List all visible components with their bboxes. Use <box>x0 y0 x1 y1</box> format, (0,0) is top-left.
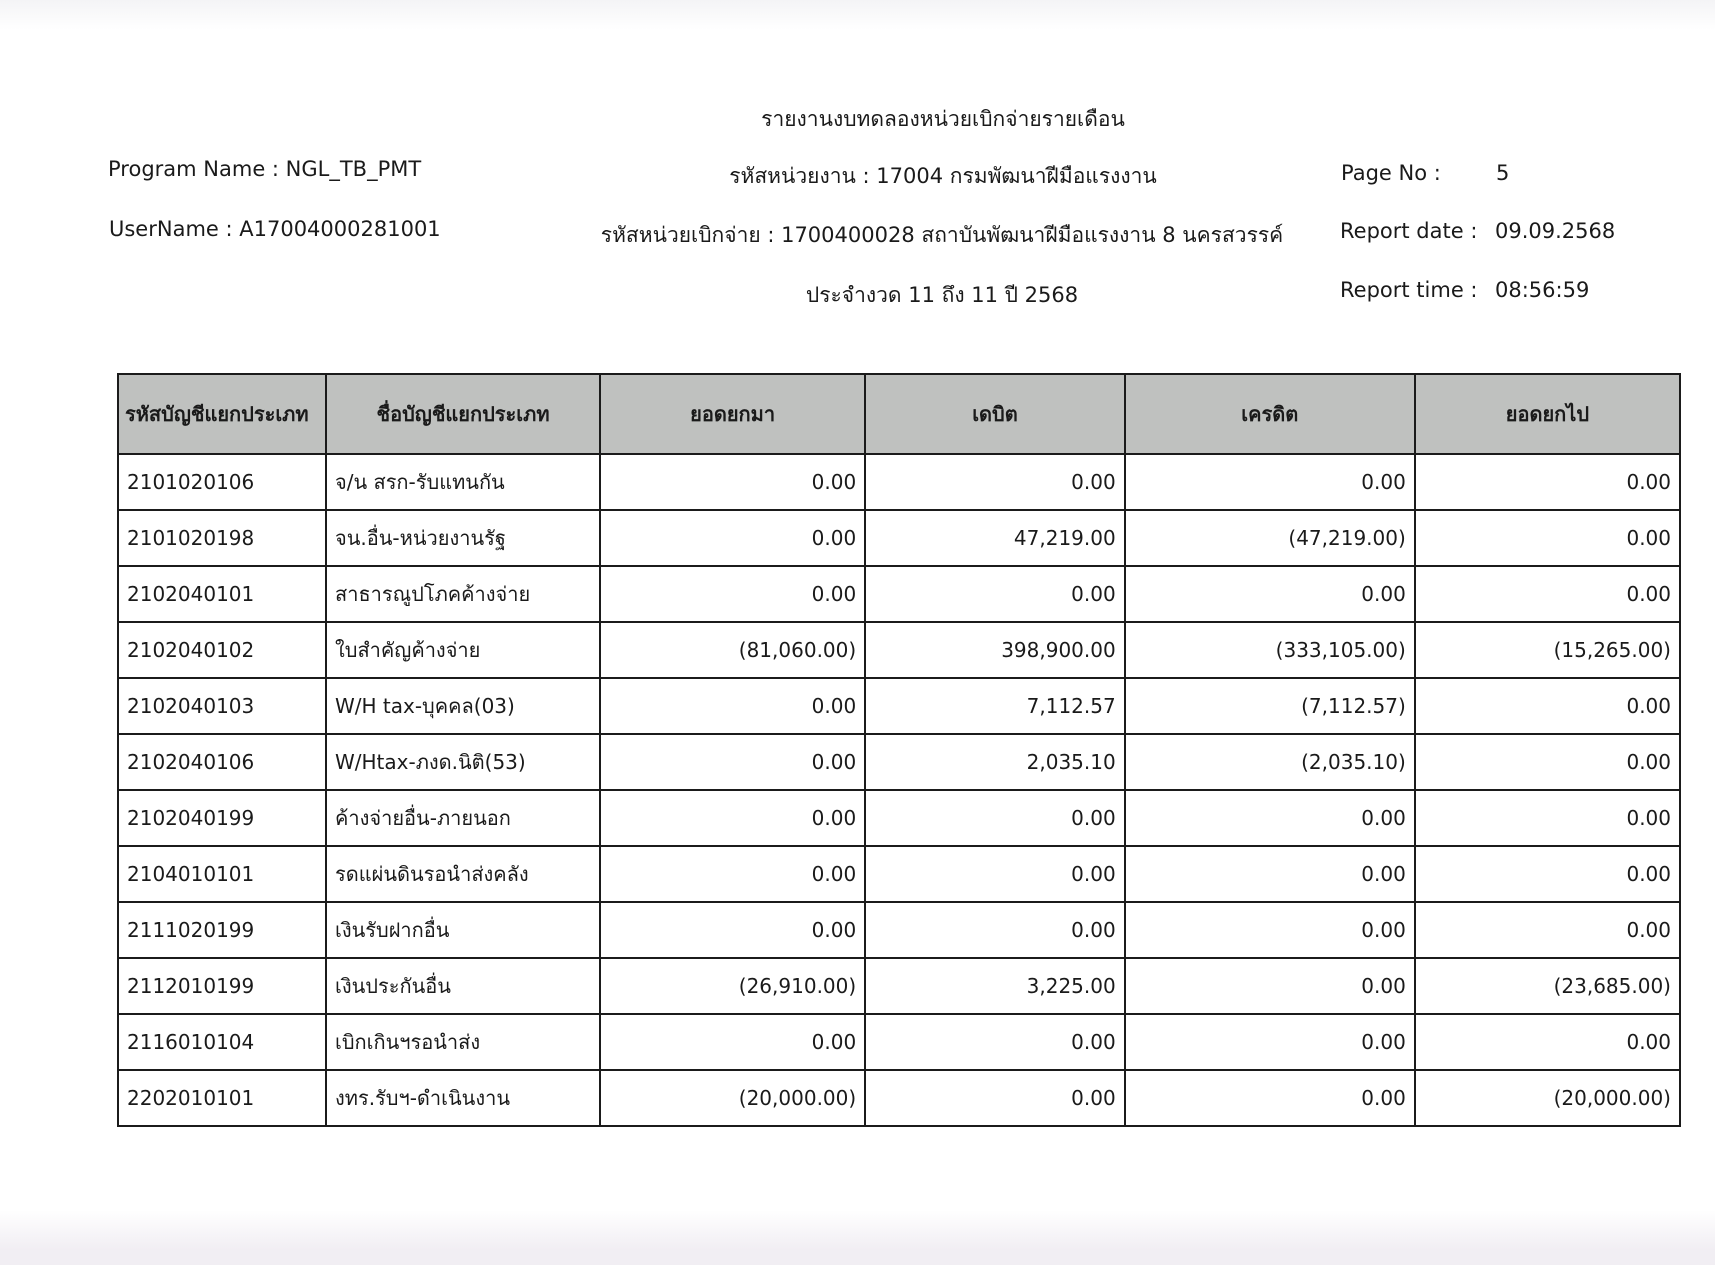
credit: 0.00 <box>1125 958 1415 1014</box>
account-code: 2102040103 <box>118 678 326 734</box>
opening-balance: 0.00 <box>600 566 865 622</box>
closing-balance: 0.00 <box>1415 1014 1680 1070</box>
col-header-debit: เดบิต <box>865 374 1125 454</box>
account-code: 2102040106 <box>118 734 326 790</box>
debit: 47,219.00 <box>865 510 1125 566</box>
debit: 0.00 <box>865 1070 1125 1126</box>
account-code: 2102040199 <box>118 790 326 846</box>
table-row <box>118 622 1680 678</box>
closing-balance: (20,000.00) <box>1415 1070 1680 1126</box>
account-code: 2104010101 <box>118 846 326 902</box>
opening-balance: 0.00 <box>600 510 865 566</box>
closing-balance: 0.00 <box>1415 846 1680 902</box>
report-title: รายงานงบทดลองหน่วยเบิกจ่ายรายเดือน <box>761 107 1125 131</box>
opening-balance: 0.00 <box>600 454 865 510</box>
credit: 0.00 <box>1125 790 1415 846</box>
closing-balance: 0.00 <box>1415 510 1680 566</box>
account-name: สาธารณูปโภคค้างจ่าย <box>326 566 600 622</box>
account-code: 2101020198 <box>118 510 326 566</box>
opening-balance: 0.00 <box>600 734 865 790</box>
account-name: เงินประกันอื่น <box>326 958 600 1014</box>
program-name: Program Name : NGL_TB_PMT <box>108 157 422 181</box>
table-row <box>118 790 1680 846</box>
opening-balance: 0.00 <box>600 790 865 846</box>
credit: (47,219.00) <box>1125 510 1415 566</box>
debit: 2,035.10 <box>865 734 1125 790</box>
col-header-credit: เครดิต <box>1125 374 1415 454</box>
col-header-account-name: ชื่อบัญชีแยกประเภท <box>326 374 600 454</box>
opening-balance: (26,910.00) <box>600 958 865 1014</box>
credit: (2,035.10) <box>1125 734 1415 790</box>
period-line: ประจำงวด 11 ถึง 11 ปี 2568 <box>805 283 1079 307</box>
table-row <box>118 566 1680 622</box>
opening-balance: (20,000.00) <box>600 1070 865 1126</box>
closing-balance: 0.00 <box>1415 902 1680 958</box>
table-row <box>118 1070 1680 1126</box>
credit: 0.00 <box>1125 846 1415 902</box>
table-row <box>118 678 1680 734</box>
closing-balance: (23,685.00) <box>1415 958 1680 1014</box>
opening-balance: 0.00 <box>600 902 865 958</box>
account-name: รดแผ่นดินรอนำส่งคลัง <box>326 846 600 902</box>
opening-balance: (81,060.00) <box>600 622 865 678</box>
account-code: 2101020106 <box>118 454 326 510</box>
page-no-value: 5 <box>1496 161 1510 185</box>
table-row <box>118 1014 1680 1070</box>
closing-balance: 0.00 <box>1415 790 1680 846</box>
debit: 0.00 <box>865 846 1125 902</box>
debit: 0.00 <box>865 902 1125 958</box>
account-name: จน.อื่น-หน่วยงานรัฐ <box>326 510 600 566</box>
account-name: เบิกเกินฯรอนำส่ง <box>326 1014 600 1070</box>
table-row <box>118 958 1680 1014</box>
debit: 0.00 <box>865 790 1125 846</box>
account-name: จ/น สรก-รับแทนกัน <box>326 454 600 510</box>
account-name: W/H tax-บุคคล(03) <box>326 678 600 734</box>
debit: 398,900.00 <box>865 622 1125 678</box>
credit: 0.00 <box>1125 902 1415 958</box>
table-row <box>118 902 1680 958</box>
account-name: งทร.รับฯ-ดำเนินงาน <box>326 1070 600 1126</box>
closing-balance: 0.00 <box>1415 566 1680 622</box>
credit: 0.00 <box>1125 1070 1415 1126</box>
report-time-label: Report time : <box>1340 278 1478 302</box>
credit: 0.00 <box>1125 454 1415 510</box>
account-name: W/Htax-ภงด.นิติ(53) <box>326 734 600 790</box>
debit: 7,112.57 <box>865 678 1125 734</box>
disbursing-unit-line: รหัสหน่วยเบิกจ่าย : 1700400028 สถาบันพัฒนาฝีมือแรงงาน 8 นครสวรรค์ <box>600 223 1284 247</box>
closing-balance: 0.00 <box>1415 734 1680 790</box>
table-row <box>118 734 1680 790</box>
account-name: ค้างจ่ายอื่น-ภายนอก <box>326 790 600 846</box>
table-row <box>118 510 1680 566</box>
closing-balance: 0.00 <box>1415 678 1680 734</box>
col-header-account-code: รหัสบัญชีแยกประเภท <box>118 374 326 454</box>
account-code: 2111020199 <box>118 902 326 958</box>
report-date-label: Report date : <box>1340 219 1478 243</box>
department-line: รหัสหน่วยงาน : 17004 กรมพัฒนาฝีมือแรงงาน <box>729 164 1157 188</box>
debit: 3,225.00 <box>865 958 1125 1014</box>
closing-balance: (15,265.00) <box>1415 622 1680 678</box>
debit: 0.00 <box>865 1014 1125 1070</box>
account-code: 2112010199 <box>118 958 326 1014</box>
account-name: ใบสำคัญค้างจ่าย <box>326 622 600 678</box>
account-name: เงินรับฝากอื่น <box>326 902 600 958</box>
username: UserName : A17004000281001 <box>109 217 441 241</box>
account-code: 2116010104 <box>118 1014 326 1070</box>
credit: (7,112.57) <box>1125 678 1415 734</box>
trial-balance-table <box>117 373 1681 1127</box>
credit: (333,105.00) <box>1125 622 1415 678</box>
opening-balance: 0.00 <box>600 1014 865 1070</box>
opening-balance: 0.00 <box>600 846 865 902</box>
col-header-opening-balance: ยอดยกมา <box>600 374 865 454</box>
credit: 0.00 <box>1125 566 1415 622</box>
table-row <box>118 846 1680 902</box>
debit: 0.00 <box>865 566 1125 622</box>
col-header-closing-balance: ยอดยกไป <box>1415 374 1680 454</box>
table-header-row <box>118 374 1680 454</box>
account-code: 2102040102 <box>118 622 326 678</box>
opening-balance: 0.00 <box>600 678 865 734</box>
closing-balance: 0.00 <box>1415 454 1680 510</box>
page-no-label: Page No : <box>1341 161 1441 185</box>
table-row <box>118 454 1680 510</box>
account-code: 2102040101 <box>118 566 326 622</box>
report-time-value: 08:56:59 <box>1495 278 1590 302</box>
debit: 0.00 <box>865 454 1125 510</box>
report-date-value: 09.09.2568 <box>1495 219 1616 243</box>
account-code: 2202010101 <box>118 1070 326 1126</box>
credit: 0.00 <box>1125 1014 1415 1070</box>
